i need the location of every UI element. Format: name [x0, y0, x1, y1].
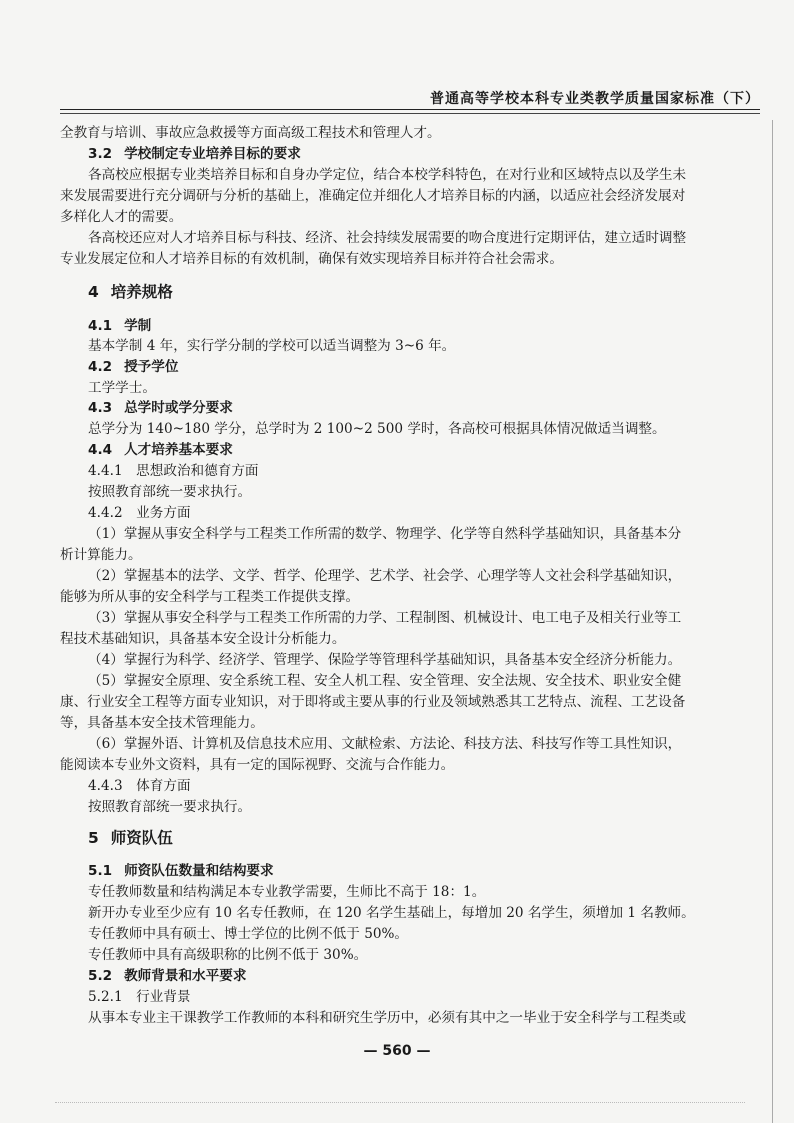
body-line: 专任教师数量和结构满足本专业教学需要，生师比不高于 18：1。 — [88, 884, 486, 900]
section-heading-4-2: 4.2 授予学位 — [88, 359, 179, 375]
list-item: （6）掌握外语、计算机及信息技术应用、文献检索、方法论、科技方法、科技写作等工具性知识， — [88, 736, 682, 752]
list-item-cont: 康、行业安全工程等方面专业知识，对于即将或主要从事的行业及领域熟悉其工艺特点、流程、工艺设备 — [60, 694, 686, 710]
body-line: 多样化人才的需要。 — [60, 209, 183, 225]
body-line: 总学分为 140~180 学分，总学时为 2 100~2 500 学时，各高校可根据具体情况做适当调整。 — [88, 421, 666, 437]
body-line: 来发展需要进行充分调研与分析的基础上，准确定位并细化人才培养目标的内涵，以适应社会经济发展对 — [60, 188, 686, 204]
body-line: 专业发展定位和人才培养目标的有效机制，确保有效实现培养目标并符合社会需求。 — [60, 251, 563, 267]
scan-edge — [772, 120, 773, 1123]
body-line: 按照教育部统一要求执行。 — [88, 799, 252, 815]
body-line: 专任教师中具有硕士、博士学位的比例不低于 50%。 — [88, 926, 409, 942]
section-heading-3-2: 3.2 学校制定专业培养目标的要求 — [88, 146, 301, 162]
running-header: 普通高等学校本科专业类教学质量国家标准（下） — [430, 91, 760, 107]
section-heading-5-1: 5.1 师资队伍数量和结构要求 — [88, 863, 274, 879]
list-item-cont: 程技术基础知识，具备基本安全设计分析能力。 — [60, 631, 346, 647]
list-item-cont: 等，具备基本安全技术管理能力。 — [60, 715, 264, 731]
list-item: （3）掌握从事安全科学与工程类工作所需的力学、工程制图、机械设计、电工电子及相关行业等工 — [88, 610, 682, 626]
body-line: 各高校还应对人才培养目标与科技、经济、社会持续发展需要的吻合度进行定期评估，建立适时调整 — [88, 230, 687, 246]
body-line: 工学学士。 — [88, 380, 156, 396]
header-rule-thin — [60, 113, 760, 114]
header-rule — [60, 109, 760, 110]
section-heading-4-1: 4.1 学制 — [88, 318, 152, 334]
body-line: 按照教育部统一要求执行。 — [88, 484, 252, 500]
list-item: （1）掌握从事安全科学与工程类工作所需的数学、物理学、化学等自然科学基础知识，具备基本分 — [88, 526, 682, 542]
section-heading-4-3: 4.3 总学时或学分要求 — [88, 400, 233, 416]
scan-bottom-noise — [55, 1102, 745, 1103]
body-line: 从事本专业主干课教学工作教师的本科和研究生学历中，必须有其中之一毕业于安全科学与工程类或 — [88, 1010, 687, 1026]
subsection-heading-4-4-1: 4.4.1 思想政治和德育方面 — [88, 463, 259, 479]
body-line: 全教育与培训、事故应急救援等方面高级工程技术和管理人才。 — [60, 125, 441, 141]
list-item: （4）掌握行为科学、经济学、管理学、保险学等管理科学基础知识，具备基本安全经济分析能力。 — [88, 652, 682, 668]
list-item-cont: 析计算能力。 — [60, 547, 142, 563]
subsection-heading-4-4-2: 4.4.2 业务方面 — [88, 505, 191, 521]
list-item-cont: 能够为所从事的安全科学与工程类工作提供支撑。 — [60, 589, 360, 605]
list-item-cont: 能阅读本专业外文资料，具有一定的国际视野、交流与合作能力。 — [60, 757, 455, 773]
body-line: 新开办专业至少应有 10 名专任教师，在 120 名学生基础上，每增加 20 名学生，须增加 1 名教师。 — [88, 905, 695, 921]
body-line: 基本学制 4 年，实行学分制的学校可以适当调整为 3~6 年。 — [88, 338, 456, 354]
list-item: （2）掌握基本的法学、文学、哲学、伦理学、艺术学、社会学、心理学等人文社会科学基础知识， — [88, 568, 682, 584]
section-heading-4: 4 培养规格 — [88, 283, 173, 301]
body-line: 各高校应根据专业类培养目标和自身办学定位，结合本校学科特色，在对行业和区域特点以及学生未 — [88, 167, 687, 183]
body-line: 专任教师中具有高级职称的比例不低于 30%。 — [88, 947, 368, 963]
subsection-heading-5-2-1: 5.2.1 行业背景 — [88, 989, 191, 1005]
subsection-heading-4-4-3: 4.4.3 体育方面 — [88, 778, 191, 794]
page-number: — 560 — — [363, 1043, 431, 1059]
section-heading-4-4: 4.4 人才培养基本要求 — [88, 442, 233, 458]
list-item: （5）掌握安全原理、安全系统工程、安全人机工程、安全管理、安全法规、安全技术、职业安全健 — [88, 673, 682, 689]
section-heading-5: 5 师资队伍 — [88, 829, 173, 847]
section-heading-5-2: 5.2 教师背景和水平要求 — [88, 968, 247, 984]
